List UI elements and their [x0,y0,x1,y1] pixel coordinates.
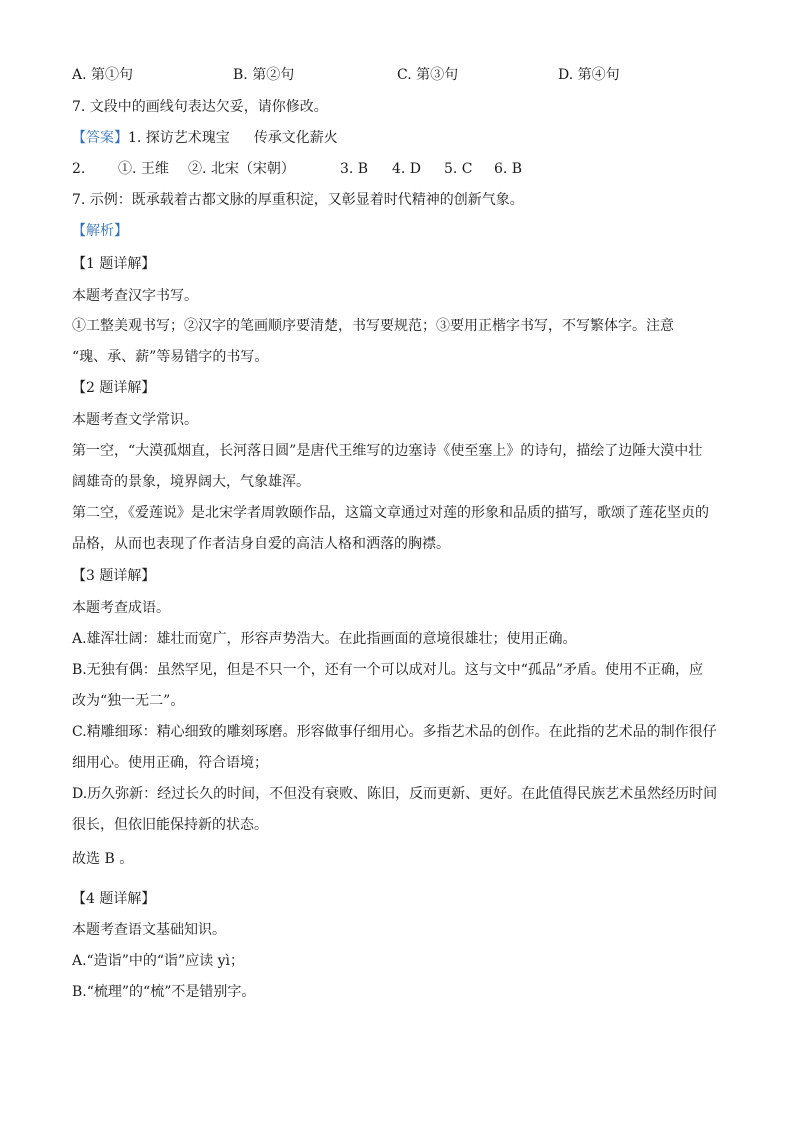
section-2-line-2: 第一空，“大漠孤烟直，长河落日圆”是唐代王维写的边塞诗《使至塞上》的诗句，描绘了边陲大漠中壮 [72,443,703,459]
answer-q4: 4. D [392,161,422,177]
answer-q1b: 传承文化薪火 [253,130,338,146]
answer-q5: 5. C [444,161,473,177]
answer-q3: 3. B [340,161,369,177]
section-4-line-2: A.“造诣”中的“诣”应读 yì； [72,953,245,969]
section-3-heading: 【3 题详解】 [72,568,156,584]
section-4-line-1: 本题考查语文基础知识。 [72,922,226,938]
section-3-line-3: B.无独有偶：虽然罕见，但是不只一个，还有一个可以成对儿。这与文中“孤品”矛盾。使用不正确，应 [72,662,704,678]
section-3-line-5: C.精雕细琢：精心细致的雕刻琢磨。形容做事仔细用心。多指艺术品的创作。在此指的艺术品的制作很仔 [72,724,717,740]
section-1-line-1: 本题考查汉字书写。 [72,288,198,304]
answer-row-1 [72,127,722,149]
answer-q2-num: 2. [72,161,86,177]
section-3-line-1: 本题考查成语。 [72,600,170,616]
section-2-line-3: 阔雄奇的景象，境界阔大，气象雄浑。 [72,474,310,490]
analysis-tag: 【解析】 [72,223,128,239]
answer-q2-a: ①. 王维 [118,161,169,177]
answer-q1: 1. 探访艺术瑰宝 [128,130,230,146]
answer-tag: 【答案】 [72,130,128,146]
section-4-line-3: B.“梳理”的“梳”不是错别字。 [72,984,256,1000]
section-3-line-2: A.雄浑壮阔：雄壮而宽广，形容声势浩大。在此指画面的意境很雄壮；使用正确。 [72,631,577,647]
q7-prompt: 7. 文段中的画线句表达欠妥，请你修改。 [72,99,328,115]
section-1-line-3: “瑰、承、薪”等易错字的书写。 [72,349,269,365]
q6-option-a: A. 第①句 [72,67,134,83]
q6-option-c: C. 第③句 [397,67,459,83]
section-3-line-6: 细用心。使用正确，符合语境； [72,755,268,771]
section-2-line-1: 本题考查文学常识。 [72,412,198,428]
section-2-line-5: 品格，从而也表现了作者洁身自爱的高洁人格和洒落的胸襟。 [72,536,450,552]
section-3-line-7: D.历久弥新：经过长久的时间，不但没有衰败、陈旧，反而更新、更好。在此值得民族艺术虽然经历时间 [72,786,718,802]
answer-q6: 6. B [494,161,523,177]
q6-options-row [72,64,722,86]
section-3-line-4: 改为“独一无二”。 [72,693,185,709]
section-2-line-4: 第二空，《爱莲说》是北宋学者周敦颐作品，这篇文章通过对莲的形象和品质的描写，歌颂了莲花坚贞的 [72,505,709,521]
answer-row-2 [72,158,722,180]
section-1-line-2: ①工整美观书写；②汉字的笔画顺序要清楚，书写要规范；③要用正楷字书写，不写繁体字。注意 [72,318,674,334]
q6-option-b: B. 第②句 [233,67,295,83]
section-1-heading: 【1 题详解】 [72,256,156,272]
section-3-line-8: 很长，但依旧能保持新的状态。 [72,817,268,833]
section-4-heading: 【4 题详解】 [72,891,156,907]
section-3-line-9: 故选 B 。 [72,851,134,867]
answer-q7: 7. 示例：既承载着古都文脉的厚重积淀，又彰显着时代精神的创新气象。 [72,192,524,208]
section-2-heading: 【2 题详解】 [72,380,156,396]
answer-q2-b: ②. 北宋（宋朝） [188,161,295,177]
q6-option-d: D. 第④句 [558,67,620,83]
